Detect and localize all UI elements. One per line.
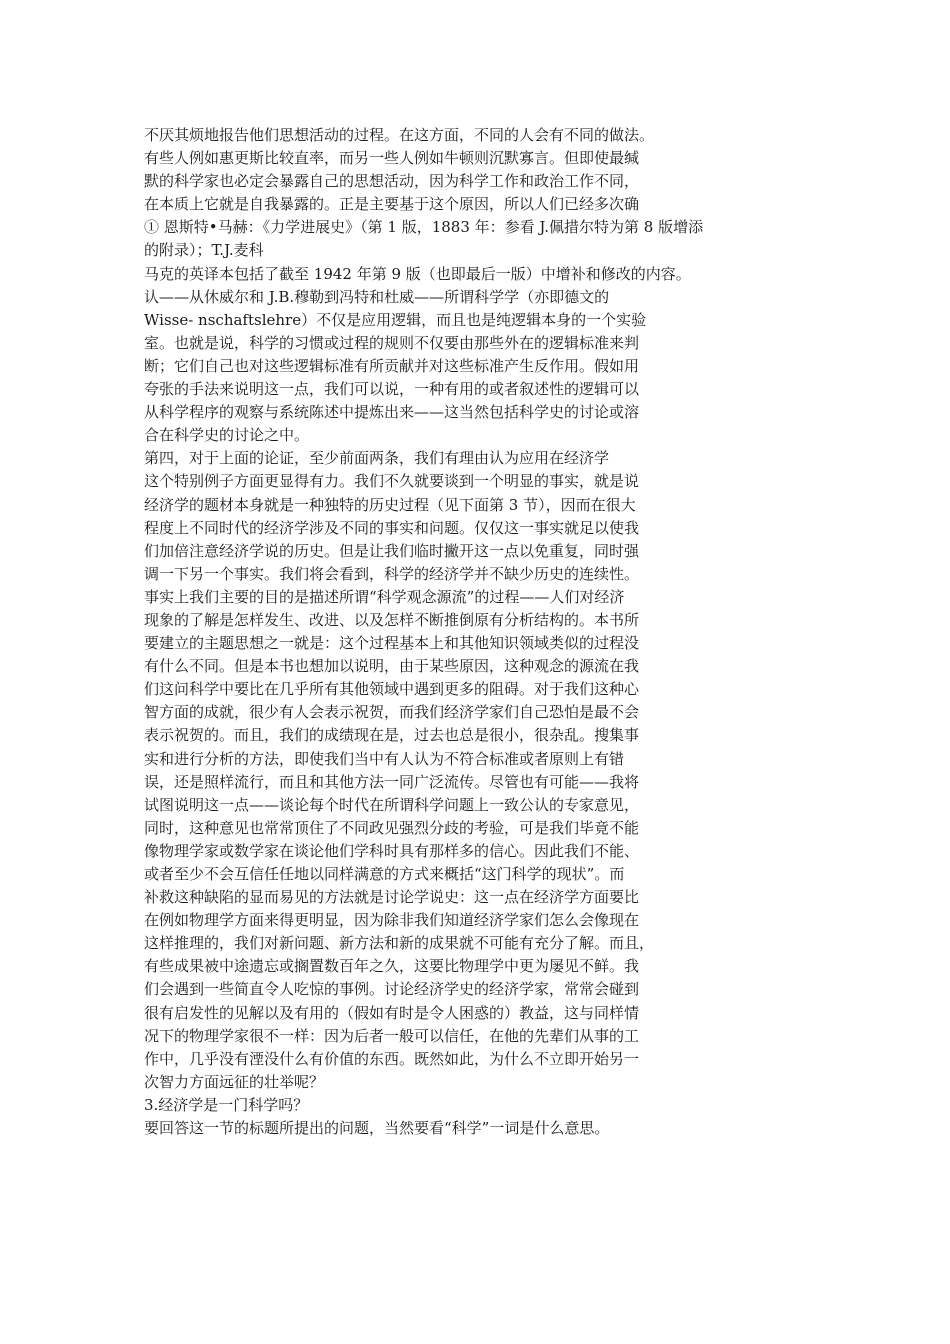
text-line: 从科学程序的观察与系统陈述中提炼出来——这当然包括科学史的讨论或溶 [144, 403, 640, 422]
footnote-line: ① 恩斯特•马赫：《力学进展史》（第 1 版，1883 年：参看 J.佩措尔特为第 8 版增添 [144, 218, 704, 237]
text-line: 夸张的手法来说明这一点，我们可以说，一种有用的或者叙述性的逻辑可以 [144, 380, 640, 399]
text-line: 合在科学史的讨论之中。 [144, 426, 310, 445]
text-line: 有些人例如惠更斯比较直率，而另一些人例如牛顿则沉默寡言。但即使最缄 [144, 149, 640, 168]
section-heading: 3.经济学是一门科学吗？ [144, 1095, 309, 1114]
text-line: 有些成果被中途遗忘或搁置数百年之久，这要比物理学中更为屡见不鲜。我 [144, 957, 640, 976]
text-line: 室。也就是说，科学的习惯或过程的规则不仅要由那些外在的逻辑标准来判 [144, 333, 640, 352]
text-line: 默的科学家也必定会暴露自己的思想活动，因为科学工作和政治工作不同， [144, 172, 640, 191]
text-line: 试图说明这一点——谈论每个时代在所谓科学问题上一致公认的专家意见， [144, 795, 640, 814]
text-line: 表示祝贺的。而且，我们的成绩现在是，过去也总是很小，很杂乱。搜集事 [144, 726, 640, 745]
text-line: 像物理学家或数学家在谈论他们学科时具有那样多的信心。因此我们不能、 [144, 841, 640, 860]
text-line: 次智力方面远征的壮举呢？ [144, 1072, 325, 1091]
text-line: 这个特别例子方面更显得有力。我们不久就要谈到一个明显的事实，就是说 [144, 472, 640, 491]
text-line: 这样推理的，我们对新问题、新方法和新的成果就不可能有充分了解。而且， [144, 934, 655, 953]
text-line: 作中，几乎没有湮没什么有价值的东西。既然如此，为什么不立即开始另一 [144, 1049, 640, 1068]
text-line: 在例如物理学方面来得更明显，因为除非我们知道经济学家们怎么会像现在 [144, 911, 640, 930]
body-text [144, 124, 794, 1140]
text-line: 误，还是照样流行，而且和其他方法一同广泛流传。尽管也有可能——我将 [144, 772, 640, 791]
text-line: 况下的物理学家很不一样：因为后者一般可以信任，在他的先辈们从事的工 [144, 1026, 640, 1045]
text-line: 在本质上它就是自我暴露的。正是主要基于这个原因，所以人们已经多次确 [144, 195, 640, 214]
text-line: 很有启发性的见解以及有用的（假如有时是令人困惑的）教益，这与同样情 [144, 1003, 640, 1022]
text-line: 同时，这种意见也常常顶住了不同政见强烈分歧的考验，可是我们毕竟不能 [144, 818, 640, 837]
text-line: 第四，对于上面的论证，至少前面两条，我们有理由认为应用在经济学 [144, 449, 610, 468]
text-line: 们加倍注意经济学说的历史。但是让我们临时撇开这一点以免重复，同时强 [144, 541, 640, 560]
text-line: 程度上不同时代的经济学涉及不同的事实和问题。仅仅这一事实就足以使我 [144, 518, 640, 537]
text-line: 补救这种缺陷的显而易见的方法就是讨论学说史：这一点在经济学方面要比 [144, 888, 640, 907]
footnote-line: 马克的英译本包括了截至 1942 年第 9 版（也即最后一版）中增补和修改的内容。 [144, 264, 691, 283]
text-line: 断；它们自己也对这些逻辑标准有所贡献并对这些标准产生反作用。假如用 [144, 356, 640, 375]
footnote-line: 的附录）；T.J.麦科 [144, 241, 264, 260]
text-line: 事实上我们主要的目的是描述所谓“科学观念源流”的过程——人们对经济 [144, 587, 625, 606]
text-line: 要回答这一节的标题所提出的问题，当然要看“科学”一词是什么意思。 [144, 1119, 610, 1138]
text-line: 实和进行分析的方法，即使我们当中有人认为不符合标准或者原则上有错 [144, 749, 625, 768]
text-line: 认——从休威尔和 J.B.穆勒到冯特和杜威——所谓科学学（亦即德文的 [144, 287, 610, 306]
text-line: 调一下另一个事实。我们将会看到，科学的经济学并不缺少历史的连续性。 [144, 564, 640, 583]
text-line: Wisse- nschaftslehre）不仅是应用逻辑，而且也是纯逻辑本身的一个实验 [144, 310, 647, 329]
text-line: 们会遇到一些简直令人吃惊的事例。讨论经济学史的经济学家，常常会碰到 [144, 980, 640, 999]
text-line: 现象的了解是怎样发生、改进、以及怎样不断推倒原有分析结构的。本书所 [144, 610, 640, 629]
text-line: 要建立的主题思想之一就是：这个过程基本上和其他知识领域类似的过程没 [144, 634, 640, 653]
text-line: 智方面的成就，很少有人会表示祝贺，而我们经济学家们自己恐怕是最不会 [144, 703, 640, 722]
text-line: 有什么不同。但是本书也想加以说明，由于某些原因，这种观念的源流在我 [144, 657, 640, 676]
text-line: 经济学的题材本身就是一种独特的历史过程（见下面第 3 节），因而在很大 [144, 495, 636, 514]
text-line: 们这问科学中要比在几乎所有其他领域中遇到更多的阻碍。对于我们这种心 [144, 680, 640, 699]
text-line: 或者至少不会互信任任地以同样满意的方式来概括“这门科学的现状”。而 [144, 865, 625, 883]
text-line: 不厌其烦地报告他们思想活动的过程。在这方面，不同的人会有不同的做法。 [144, 126, 655, 144]
